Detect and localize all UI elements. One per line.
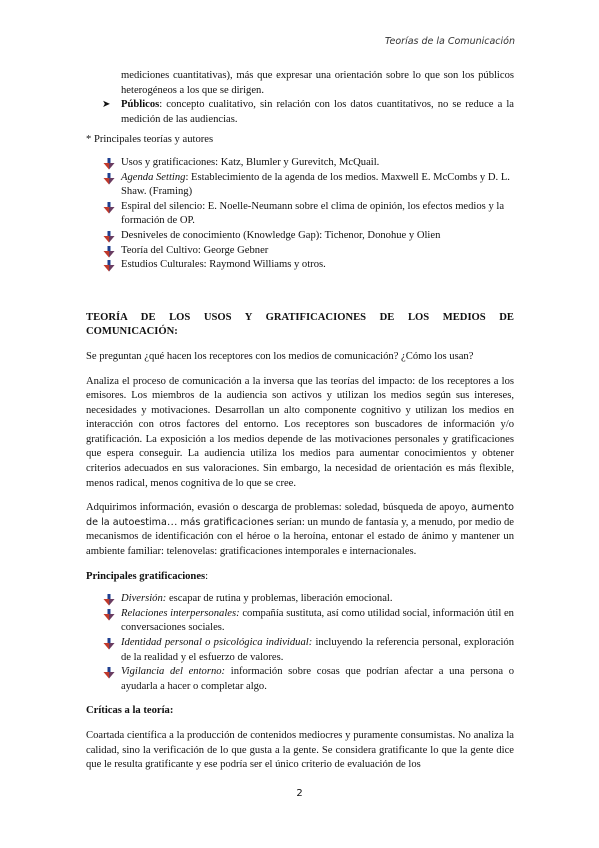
para2-end: serían: un mundo de fantasía y, a menudo, por medio de mecanismos de identificación con el héroe o la heroína, entonar el estado de ánimo y mantener un ambiente familiar: telenovelas: gratificaciones intemporales e internacionales. [86,516,514,558]
para2-start: Adquirimos información, evasión o descarga de problemas: soledad, búsqueda de apoyo, [86,502,472,514]
page-number: 2 [296,788,303,799]
criticism-heading: Críticas a la teoría: [86,705,174,717]
section-paragraph-2 [86,501,514,559]
theory-list-item: Usos y gratificaciones: Katz, Blumler y Gurevitch, McQuail. [86,156,514,171]
down-arrow-bullet-icon [103,246,115,258]
para2-highlight-2: más gratificaciones [180,516,274,528]
down-arrow-bullet-icon [103,202,115,214]
theory-list-item: Agenda Setting: Establecimiento de la agenda de los medios. Maxwell E. McCombs y D. L. Shaw. (Framing) [86,171,514,200]
down-arrow-bullet-icon [103,231,115,243]
gratification-list-item: Diversión: escapar de rutina y problemas, liberación emocional. [86,592,514,607]
gratification-list-item: Identidad personal o psicológica individual: incluyendo la referencia personal, exploración de la realidad y el esfuerzo de valores. [86,636,514,665]
theory-list-item: Teoría del Cultivo: George Gebner [86,244,514,259]
down-arrow-bullet-icon [103,638,115,650]
section-question: Se preguntan ¿qué hacen los receptores con los medios de comunicación? ¿Cómo los usan? [86,350,474,362]
section-paragraph-1: Analiza el proceso de comunicación a la inversa que las teorías del impacto: de los receptores a los emisores. Los miembros de la audiencia son activos y utilizan los medios según sus intereses, necesidades y motivaciones. Desarrollan un alto componente cognitivo y utilizan los medios en interacción con otros factores del entorno. Los receptores son buscadores de información y/o gratificación. La exposición a los medios depende de las motivaciones personales y gratificaciones que espera conseguir. La audiencia utiliza los medios para aumentar conocimientos y obtener criterios adecuados en sus valoraciones. Sin embargo, la necesidad de orientación es más flexible, menos radical, menos cognitiva de lo que se cree. [86,375,514,489]
gratification-list-item: Relaciones interpersonales: compañía sustituta, así como utilidad social, información útil en conversaciones sociales. [86,607,514,636]
criticism-paragraph: Coartada científica a la producción de contenidos mediocres y puramente consumistas. No analiza la calidad, sino la verificación de lo que gusta a la gente. Se considera gratificante lo que la gente dice que le resulta gratificante y ese podría ser el único criterio de evaluación de los [86,729,514,771]
down-arrow-bullet-icon [103,667,115,679]
publicos-term: Públicos [121,99,160,111]
publicos-item [86,98,514,127]
para2-ellipsis: … [166,516,181,528]
intro-continuation: mediciones cuantitativas), más que expresar una orientación sobre lo que son los públicos heterogéneos a los que se dirigen. [121,70,514,96]
running-header: Teorías de la Comunicación [384,36,515,47]
gratifications-list [86,592,514,694]
arrow-right-bullet-icon: ➤ [102,99,111,111]
gratification-list-item: Vigilancia del entorno: información sobre cosas que podrían afectar a una persona o ayudarla a hacer o completar algo. [86,665,514,694]
down-arrow-bullet-icon [103,158,115,170]
down-arrow-bullet-icon [103,173,115,185]
theory-list-item: Estudios Culturales: Raymond Williams y otros. [86,258,514,273]
theory-list-item: Espiral del silencio: E. Noelle-Neumann sobre el clima de opinión, los efectos medios y la formación de OP. [86,200,514,229]
theories-heading: * Principales teorías y autores [86,134,214,146]
down-arrow-bullet-icon [103,260,115,272]
down-arrow-bullet-icon [103,609,115,621]
theory-list-item: Desniveles de conocimiento (Knowledge Gap): Tichenor, Donohue y Olien [86,229,514,244]
section-title: TEORÍA DE LOS USOS Y GRATIFICACIONES DE LOS MEDIOS DE COMUNICACIÓN: [86,311,514,338]
theories-list [86,156,514,273]
publicos-text: : concepto cualitativo, sin relación con los datos cuantitativos, no se reduce a la medición de las audiencias. [121,99,514,125]
gratifications-heading: Principales gratificaciones: [86,570,209,582]
para2-highlight-1: aumento de la autoestima [86,502,514,528]
down-arrow-bullet-icon [103,594,115,606]
page-content [86,69,514,773]
